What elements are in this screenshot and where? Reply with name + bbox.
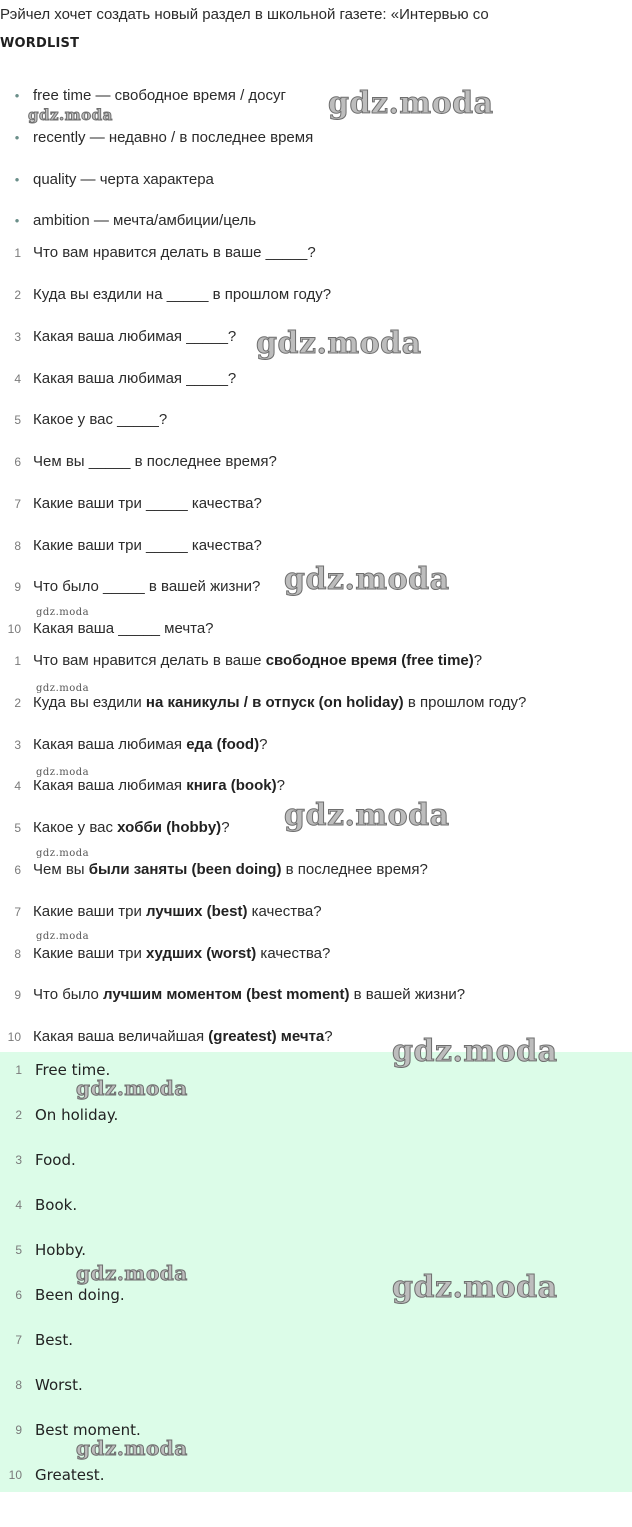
watermark: gdz.moda <box>392 1034 558 1069</box>
watermark: gdz.moda <box>36 607 90 618</box>
bullet-icon: • <box>14 130 20 145</box>
watermark: gdz.moda <box>76 1436 188 1460</box>
bullet-icon: • <box>14 213 20 228</box>
watermark: gdz.moda <box>36 767 90 778</box>
watermark: gdz.moda <box>256 326 422 361</box>
bullet-icon: • <box>14 88 20 103</box>
watermark: gdz.moda <box>76 1261 188 1285</box>
watermark: gdz.moda <box>76 1076 188 1100</box>
wordlist-heading: WORDLIST <box>0 36 80 51</box>
watermark: gdz.moda <box>392 1270 558 1305</box>
watermark: gdz.moda <box>328 86 494 121</box>
watermark: gdz.moda <box>284 798 450 833</box>
answers-block: 1 Free time. 2 On holiday. 3 Food. 4 Book. 5 Hobby. 6 Been doing. 7 Best. 8 Worst. 9 Best moment. 10 Greatest. <box>0 1052 632 1492</box>
watermark: gdz.moda <box>28 106 113 124</box>
watermark: gdz.moda <box>36 848 90 859</box>
intro-text: Рэйчел хочет создать новый раздел в школьной газете: «Интервью со <box>0 6 489 23</box>
bullet-icon: • <box>14 172 20 187</box>
watermark: gdz.moda <box>284 562 450 597</box>
watermark: gdz.moda <box>36 931 90 942</box>
watermark: gdz.moda <box>36 683 90 694</box>
